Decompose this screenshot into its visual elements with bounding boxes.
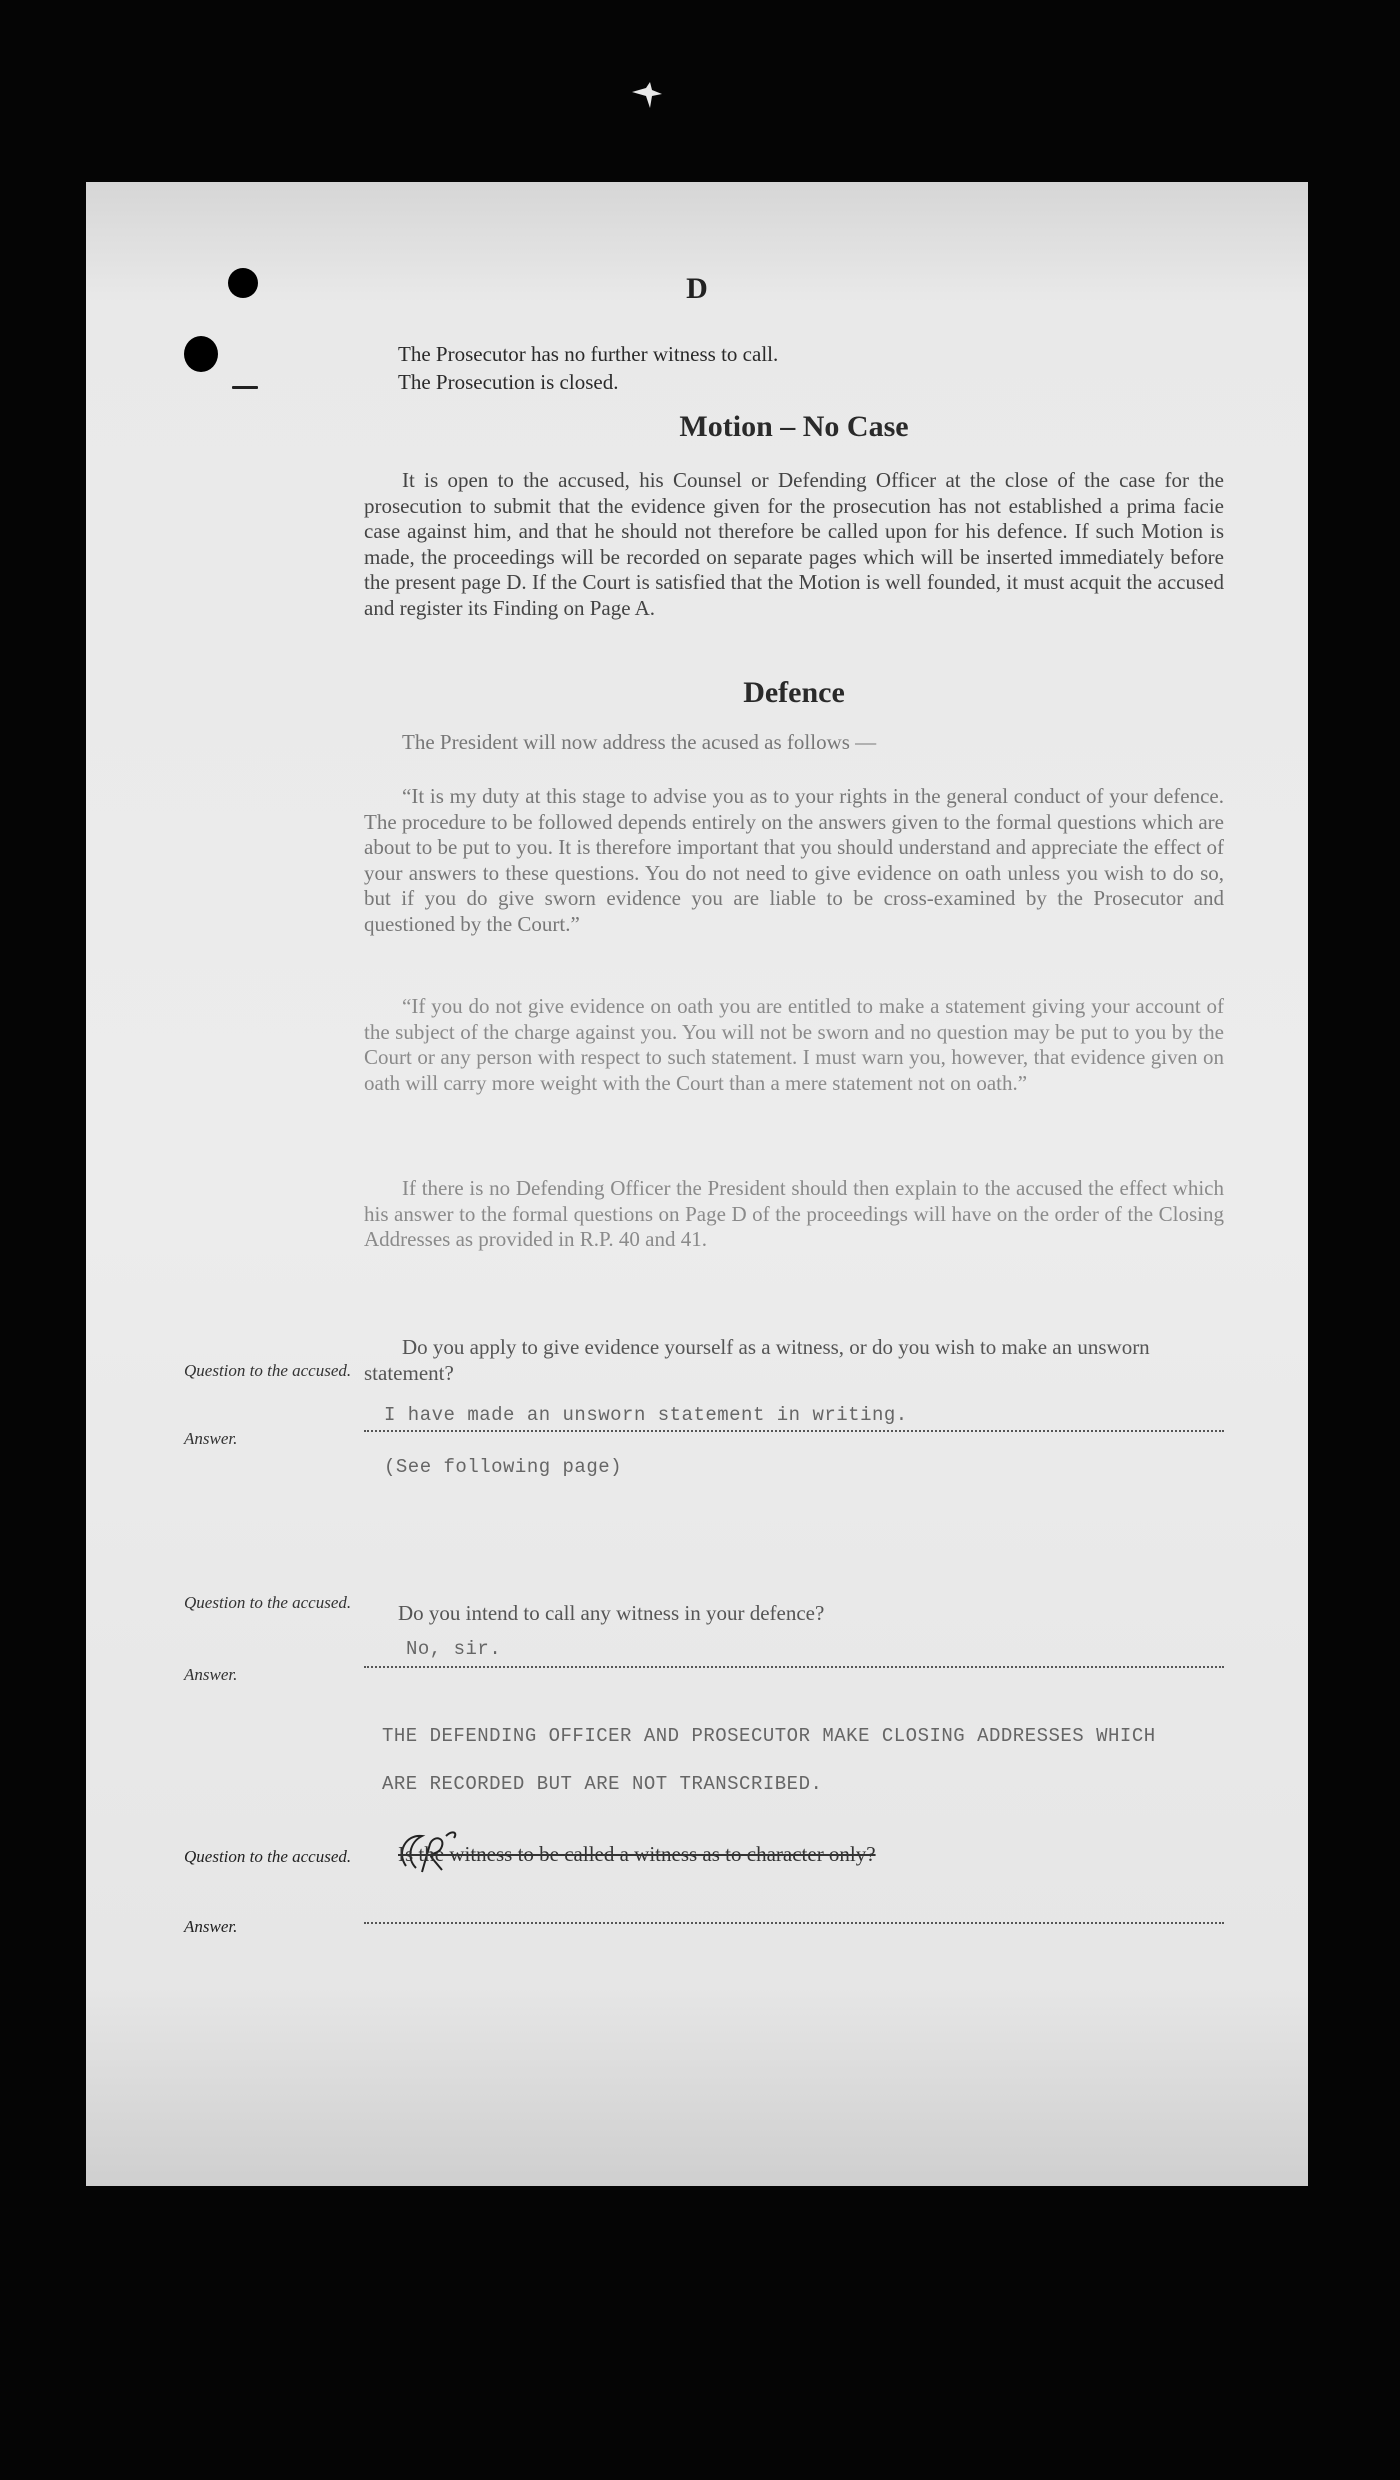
q1-typed-answer: I have made an unsworn statement in writing. — [384, 1404, 908, 1426]
top-margin-mark — [628, 80, 668, 120]
intro-line-1: The Prosecutor has no further witness to call. — [398, 342, 779, 366]
q2-answer-line — [364, 1666, 1224, 1668]
closing-addresses-note — [382, 1712, 1156, 1808]
q1-answer-label: Answer. — [184, 1429, 238, 1448]
q2-answer-label: Answer. — [184, 1665, 238, 1684]
motion-heading: Motion – No Case — [679, 410, 909, 443]
page-letter: D — [686, 272, 708, 305]
q3-side-label: Question to the accused. — [184, 1847, 352, 1866]
q2-question: Do you intend to call any witness in your defence? — [398, 1601, 825, 1625]
q1-side-label: Question to the accused. — [184, 1361, 352, 1380]
q3-answer-line — [364, 1922, 1224, 1924]
prosecution-closed-statement — [398, 340, 778, 396]
document-page — [86, 182, 1308, 2186]
motion-paragraph: It is open to the accused, his Counsel or Defending Officer at the close of the case for the prosecution to submit that the evidence given for the prosecution has not established a prima facie case against him, and that he should not therefore be called upon for his defence. If such Motion is made, the proceedings will be recorded on separate pages which will be inserted immediately before the present page D. If the Court is satisfied that the Motion is well founded, it must acquit the accused and register its Finding on Page A. — [364, 468, 1224, 620]
punch-hole-bottom — [184, 336, 218, 372]
closing-note-line-2: ARE RECORDED BUT ARE NOT TRANSCRIBED. — [382, 1773, 823, 1795]
q2-typed-answer: No, sir. — [406, 1638, 502, 1660]
closing-note-line-1: THE DEFENDING OFFICER AND PROSECUTOR MAKE CLOSING ADDRESSES WHICH — [382, 1725, 1156, 1747]
president-quote-2: “If you do not give evidence on oath you are entitled to make a statement giving your account of the subject of the charge against you. You will not be sworn and no question may be put to you by the Court or any person with respect to such statement. I must warn you, however, that evidence given on oath will carry more weight with the Court than a mere statement not on oath.” — [364, 994, 1224, 1095]
q1-question: Do you apply to give evidence yourself as a witness, or do you wish to make an unsworn statement? — [364, 1335, 1150, 1385]
margin-smudge — [232, 386, 258, 389]
intro-line-2: The Prosecution is closed. — [398, 370, 619, 394]
q1-answer-line — [364, 1430, 1224, 1432]
defending-officer-note: If there is no Defending Officer the President should then explain to the accused the effect which his answer to the formal questions on Page D of the proceedings will have on the order of the Closing Addresses as provided in R.P. 40 and 41. — [364, 1176, 1224, 1251]
q2-side-label: Question to the accused. — [184, 1593, 352, 1612]
q1-answer-note: (See following page) — [384, 1456, 623, 1478]
defence-intro: The President will now address the acused as follows — — [402, 730, 877, 754]
defence-heading: Defence — [743, 676, 845, 709]
q3-struck-question: Is the witness to be called a witness as to character only? — [398, 1842, 876, 1866]
president-quote-1: “It is my duty at this stage to advise you as to your rights in the general conduct of your defence. The procedure to be followed depends entirely on the answers given to the formal questions which are about to be put to you. It is therefore important that you should understand and appreciate the effect of your answers to these questions. You do not need to give evidence on oath unless you wish to do so, but if you do give sworn evidence you are liable to be cross-examined by the Prosecutor and questioned by the Court.” — [364, 784, 1224, 936]
q3-answer-label: Answer. — [184, 1917, 238, 1936]
